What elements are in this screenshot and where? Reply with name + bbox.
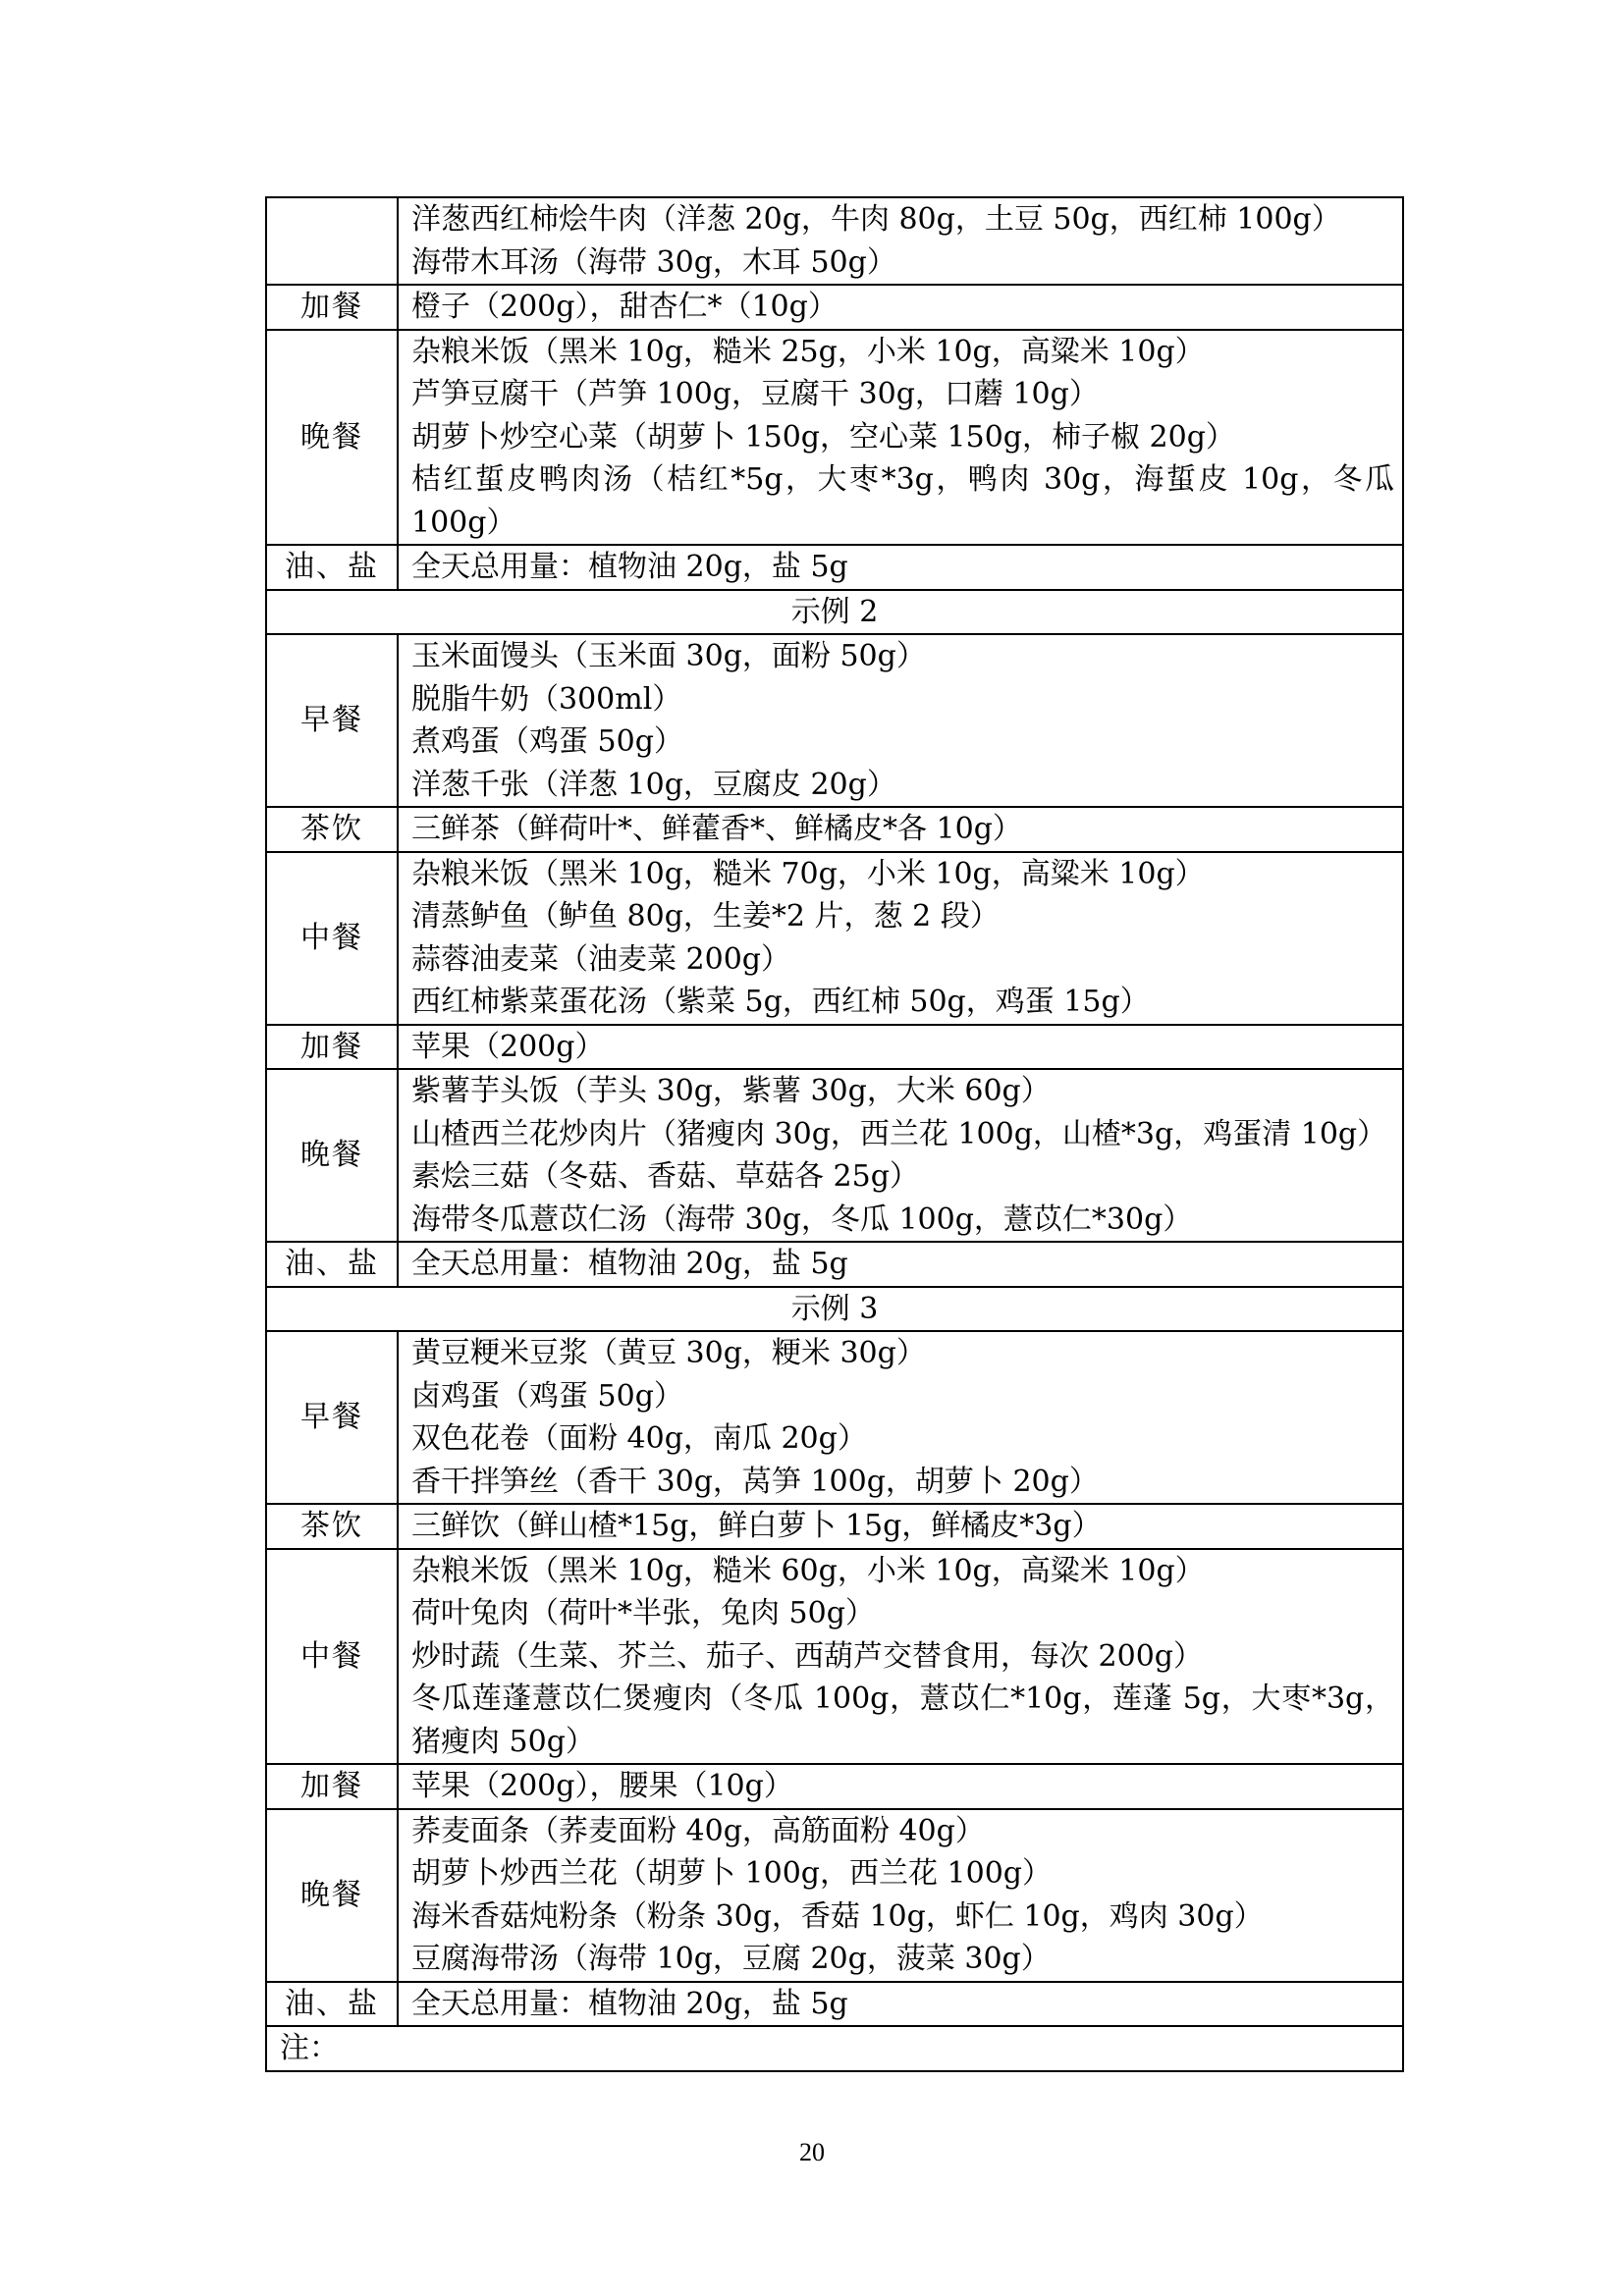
meal-items (398, 1809, 1403, 1982)
food-item: 清蒸鲈鱼（鲈鱼 80g，生姜*2 片，葱 2 段） (411, 899, 1000, 934)
meal-label (266, 197, 398, 285)
food-item: 芦笋豆腐干（芦笋 100g，豆腐干 30g，口蘑 10g） (411, 377, 1099, 411)
meal-label: 晚餐 (266, 330, 398, 546)
food-item: 胡萝卜炒西兰花（胡萝卜 100g，西兰花 100g） (411, 1856, 1053, 1891)
food-item: 脱脂牛奶（300ml） (411, 681, 682, 717)
food-item: 全天总用量：植物油 20g，盐 5g (411, 550, 848, 584)
meal-row (266, 1982, 1403, 2027)
meal-label: 茶饮 (266, 1504, 398, 1549)
example-header: 示例 2 (266, 590, 1403, 635)
meal-label: 晚餐 (266, 1069, 398, 1242)
meal-items (398, 545, 1403, 590)
food-item: 冬瓜莲蓬薏苡仁煲瘦肉（冬瓜 100g，薏苡仁*10g，莲蓬 5g，大枣*3g，猪瘦肉 50g） (411, 1682, 1394, 1759)
meal-row (266, 197, 1403, 285)
meal-row (266, 1025, 1403, 1070)
meal-row (266, 330, 1403, 546)
meal-row (266, 1242, 1403, 1287)
food-item: 苹果（200g），腰果（10g） (411, 1769, 793, 1803)
food-item: 荞麦面条（荞麦面粉 40g，高筋面粉 40g） (411, 1813, 985, 1848)
meal-label: 早餐 (266, 1331, 398, 1504)
example-header-row (266, 590, 1403, 635)
meal-row (266, 285, 1403, 330)
meal-label: 加餐 (266, 1025, 398, 1070)
food-item: 卤鸡蛋（鸡蛋 50g） (411, 1378, 683, 1414)
food-item: 洋葱千张（洋葱 10g，豆腐皮 20g） (411, 767, 896, 802)
food-item: 海带木耳汤（海带 30g，木耳 50g） (411, 244, 896, 280)
meal-items (398, 1069, 1403, 1242)
food-item: 洋葱西红柿烩牛肉（洋葱 20g，牛肉 80g，土豆 50g，西红柿 100g） (411, 202, 1341, 237)
food-item: 三鲜饮（鲜山楂*15g，鲜白萝卜 15g，鲜橘皮*3g） (411, 1509, 1102, 1543)
meal-label: 早餐 (266, 634, 398, 807)
food-item: 杂粮米饭（黑米 10g，糙米 70g，小米 10g，高粱米 10g） (411, 856, 1205, 891)
food-item: 荷叶兔肉（荷叶*半张，兔肉 50g） (411, 1596, 875, 1630)
table-body (266, 197, 1403, 2071)
food-item: 杂粮米饭（黑米 10g，糙米 25g，小米 10g，高粱米 10g） (411, 334, 1205, 369)
diet-menu-table (265, 196, 1404, 2072)
food-item: 海米香菇炖粉条（粉条 30g，香菇 10g，虾仁 10g，鸡肉 30g） (411, 1898, 1264, 1934)
meal-row (266, 1331, 1403, 1504)
food-item: 苹果（200g） (411, 1029, 605, 1064)
food-item: 素烩三菇（冬菇、香菇、草菇各 25g） (411, 1159, 919, 1194)
meal-row (266, 1549, 1403, 1765)
meal-row (266, 545, 1403, 590)
example-header: 示例 3 (266, 1287, 1403, 1332)
food-item: 双色花卷（面粉 40g，南瓜 20g） (411, 1421, 867, 1456)
food-item: 橙子（200g），甜杏仁*（10g） (411, 290, 838, 324)
food-item: 胡萝卜炒空心菜（胡萝卜 150g，空心菜 150g，柿子椒 20g） (411, 419, 1235, 454)
food-item: 海带冬瓜薏苡仁汤（海带 30g，冬瓜 100g，薏苡仁*30g） (411, 1201, 1193, 1237)
meal-items (398, 330, 1403, 546)
meal-items (398, 1982, 1403, 2027)
meal-row (266, 852, 1403, 1025)
food-item: 蒜蓉油麦菜（油麦菜 200g） (411, 941, 791, 977)
food-item: 香干拌笋丝（香干 30g，莴笋 100g，胡萝卜 20g） (411, 1464, 1099, 1499)
meal-items (398, 634, 1403, 807)
meal-items (398, 1764, 1403, 1809)
meal-items (398, 807, 1403, 852)
food-item: 豆腐海带汤（海带 10g，豆腐 20g，菠菜 30g） (411, 1942, 1051, 1976)
food-item: 黄豆粳米豆浆（黄豆 30g，粳米 30g） (411, 1336, 926, 1370)
meal-items (398, 1242, 1403, 1287)
meal-row (266, 634, 1403, 807)
food-item: 山楂西兰花炒肉片（猪瘦肉 30g，西兰花 100g，山楂*3g，鸡蛋清 10g） (411, 1116, 1387, 1151)
example-header-row (266, 1287, 1403, 1332)
meal-label: 茶饮 (266, 807, 398, 852)
meal-items (398, 1331, 1403, 1504)
food-item: 全天总用量：植物油 20g，盐 5g (411, 1986, 848, 2021)
meal-label: 中餐 (266, 852, 398, 1025)
food-item: 煮鸡蛋（鸡蛋 50g） (411, 724, 683, 759)
meal-items (398, 285, 1403, 330)
food-item: 西红柿紫菜蛋花汤（紫菜 5g，西红柿 50g，鸡蛋 15g） (411, 985, 1150, 1019)
meal-label: 油、盐 (266, 1982, 398, 2027)
meal-items (398, 852, 1403, 1025)
food-item: 杂粮米饭（黑米 10g，糙米 60g，小米 10g，高粱米 10g） (411, 1553, 1205, 1588)
note-label: 注： (266, 2026, 1403, 2071)
meal-row (266, 1809, 1403, 1982)
meal-row (266, 1764, 1403, 1809)
meal-label: 油、盐 (266, 1242, 398, 1287)
meal-label: 中餐 (266, 1549, 398, 1765)
meal-items (398, 1504, 1403, 1549)
meal-row (266, 1504, 1403, 1549)
meal-label: 加餐 (266, 285, 398, 330)
meal-row (266, 1069, 1403, 1242)
meal-label: 晚餐 (266, 1809, 398, 1982)
meal-items (398, 197, 1403, 285)
meal-label: 加餐 (266, 1764, 398, 1809)
food-item: 炒时蔬（生菜、芥兰、茄子、西葫芦交替食用，每次 200g） (411, 1638, 1204, 1674)
note-row (266, 2026, 1403, 2071)
meal-row (266, 807, 1403, 852)
food-item: 紫薯芋头饭（芋头 30g，紫薯 30g，大米 60g） (411, 1074, 1051, 1108)
food-item: 全天总用量：植物油 20g，盐 5g (411, 1247, 848, 1281)
meal-label: 油、盐 (266, 545, 398, 590)
food-item: 三鲜茶（鲜荷叶*、鲜藿香*、鲜橘皮*各 10g） (411, 812, 1022, 846)
page-number: 20 (799, 2138, 825, 2166)
food-item: 桔红蜇皮鸭肉汤（桔红*5g，大枣*3g，鸭肉 30g，海蜇皮 10g，冬瓜 100g） (411, 462, 1394, 540)
meal-items (398, 1025, 1403, 1070)
food-item: 玉米面馒头（玉米面 30g，面粉 50g） (411, 639, 926, 673)
meal-items (398, 1549, 1403, 1765)
